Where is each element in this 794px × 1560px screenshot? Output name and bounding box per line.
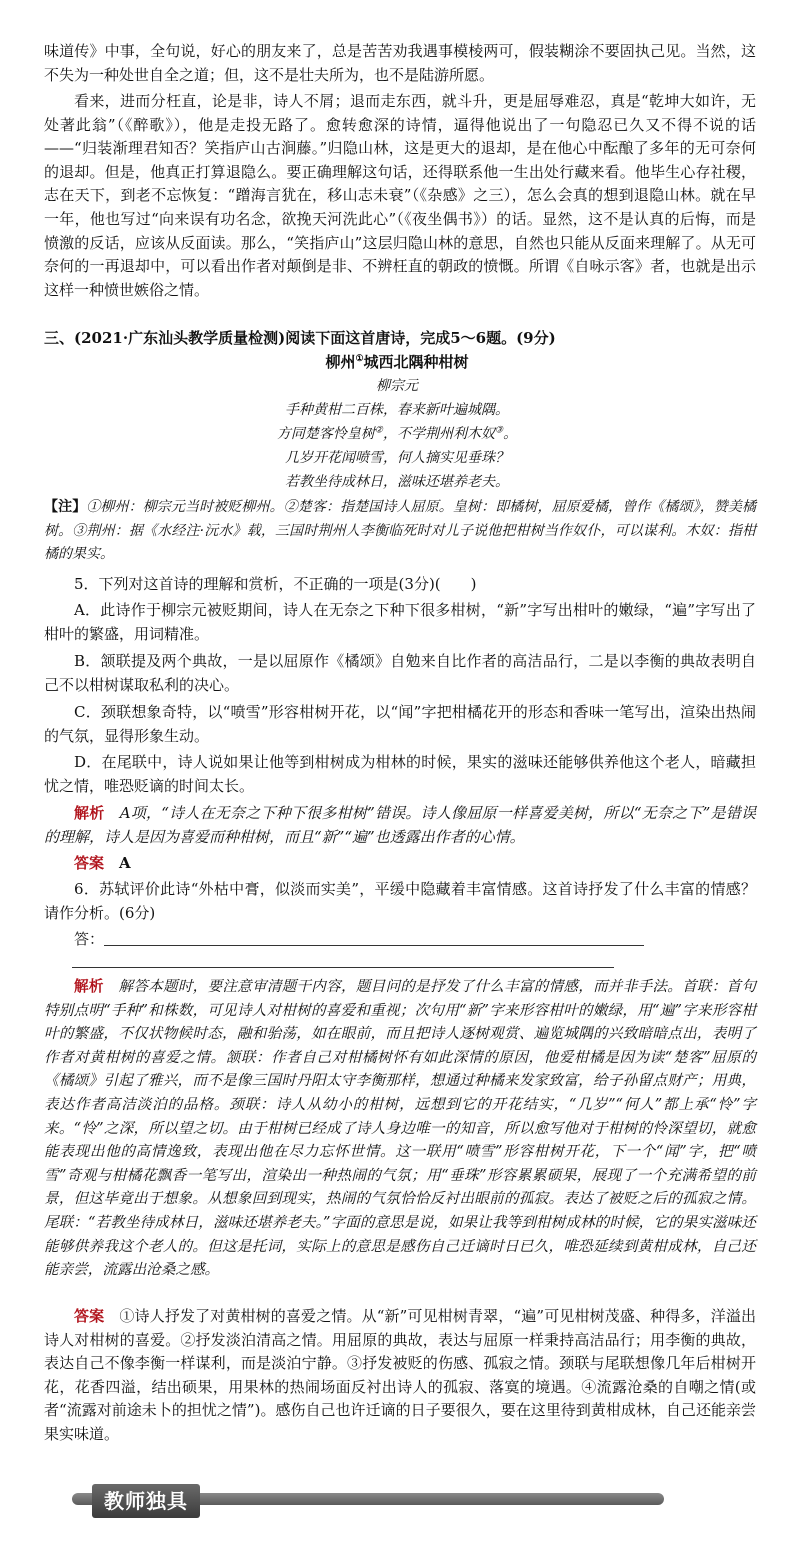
question-5-analysis-label: 解析 <box>74 804 105 822</box>
question-6-answer-prompt: 答： <box>74 930 105 948</box>
question-5-option-c: C．颈联想象奇特，以“喷雪”形容柑树开花，以“闻”字把柑橘花开的形态和香味一笔写出，渲染出热闹的气氛，显得形象生动。 <box>44 703 756 745</box>
poem-line-4: 若教坐待成林日，滋味还堪养老夫。 <box>285 474 509 490</box>
poem-line-2c: 。 <box>503 426 518 442</box>
question-5-answer-label: 答案 <box>74 854 105 872</box>
question-6-analysis-text: 解答本题时，要注意审清题干内容，题目问的是抒发了什么丰富的情感，而并非手法。首联：首句特别点明“手种”和株数，可见诗人对柑树的喜爱和重视；次句用“新”字来形容柑叶的嫩绿，用“遍”字来形容柑叶的繁盛，不仅状物候时态，融和骀荡，如在眼前，而且把诗人逐树观赏、遍览城隅的兴致暗暗点出，表明了作者对黄柑树的喜爱之情。颔联：作者自己对柑橘树怀有如此深情的原因，他爱柑橘是因为读“楚客”屈原的《橘颂》引起了雅兴，而不是像三国时丹阳太守李衡那样，想通过种橘来发家致富，给子孙留点财产；用典，表达作者高洁淡泊的品格。颈联：诗人从幼小的柑树，远想到它的开花结实，“几岁”“何人”都上承“怜”字来。“怜”之深，所以望之切。由于柑树已经成了诗人身边唯一的知音，所以愈写他对于柑树的怜深望切，就愈能表现出他的高情逸致，表现出他在尽力忘怀世情。这一联用“喷雪”形容柑树开花，下一个“闻”字，把“喷雪”奇观与柑橘花飘香一笔写出，渲染出一种热闹的气氛；用“垂珠”形容累累硕果，展现了一个充满希望的前景，但这毕竟出于想象。从想象回到现实，热闹的气氛恰恰反衬出眼前的孤寂。表达了被贬之后的孤寂之情。尾联：“若教坐待成林日，滋味还堪养老夫。”字面的意思是说，如果让我等到柑树成林的时候，它的果实滋味还能够供养我这个老人的。但这是托词，实际上的意思是感伤自己迁谪时日已久，唯恐延续到黄柑成林，自己还能亲尝，流露出沧桑之感。 <box>44 978 756 1279</box>
answer-line-1[interactable] <box>104 945 644 946</box>
question-5-option-a: A．此诗作于柳宗元被贬期间，诗人在无奈之下种下很多柑树，“新”字写出柑叶的嫩绿，“遍”字写出了柑叶的繁盛，用词精准。 <box>44 601 756 643</box>
question-5-stem: 5．下列对这首诗的理解和赏析，不正确的一项是(3分)( ) <box>74 575 477 593</box>
question-5-option-d: D．在尾联中，诗人说如果让他等到柑树成为柑林的时候，果实的滋味还能够供养他这个老人，暗藏担忧之情，唯恐贬谪的时间太长。 <box>44 753 756 795</box>
poem-title-b: 城西北隅种柑树 <box>363 353 469 371</box>
question-6-answer-text: ①诗人抒发了对黄柑树的喜爱之情。从“新”可见柑树青翠，“遍”可见柑树茂盛、种得多，洋溢出诗人对柑树的喜爱。②抒发淡泊清高之情。用屈原的典故，表达与屈原一样秉持高洁品行；用李衡的典故，表达自己不像李衡一样谋利，而是淡泊宁静。③抒发被贬的伤感、孤寂之情。颈联与尾联想像几年后柑树开花，花香四溢，结出硕果，用果林的热闹场面反衬出诗人的孤寂、落寞的境遇。④流露沧桑的自嘲之情(或者“流露对前途未卜的担忧之情”)。感伤自己也许迁谪的日子要很久，要在这里待到黄柑成林，自己还能亲尝果实味道。 <box>44 1307 756 1443</box>
answer-line-2[interactable] <box>72 967 614 968</box>
poem-line-2 <box>0 423 794 443</box>
poem-author: 柳宗元 <box>376 378 418 394</box>
poem-title <box>0 351 794 372</box>
question-5-option-b: B．颔联提及两个典故，一是以屈原作《橘颂》自勉来自比作者的高洁品行，二是以李衡的典故表明自己不以柑树谋取私利的决心。 <box>44 652 756 694</box>
continued-paragraph: 味道传》中事，全句说，好心的朋友来了，总是苦苦劝我遇事模棱两可，假装糊涂不要固执己见。当然，这不失为一种处世自全之道；但，这不是壮夫所为，也不是陆游所愿。 <box>44 42 756 84</box>
poem-note <box>44 496 756 567</box>
question-6-stem: 6．苏轼评价此诗“外枯中膏，似淡而实美”，平缓中隐藏着丰富情感。这首诗抒发了什么丰富的情感？请作分析。(6分) <box>44 880 756 922</box>
poem-line-2b: ，不学荆州利木奴 <box>383 426 495 442</box>
section-heading-source: (2021·广东汕头教学质量检测) <box>74 329 286 347</box>
question-5-analysis <box>44 802 756 849</box>
section-heading-text: 阅读下面这首唐诗，完成5～6题。(9分) <box>285 329 556 347</box>
poem-note-label: 【注】 <box>44 499 87 515</box>
poem-title-note: ① <box>355 354 364 364</box>
question-6-answer-label: 答案 <box>74 1307 105 1325</box>
poem-title-a: 柳州 <box>325 353 356 371</box>
question-5-answer-value: A <box>119 854 131 872</box>
question-6-answer <box>44 1305 756 1447</box>
section-heading <box>44 327 756 351</box>
teacher-exclusive-badge: 教师独具 <box>92 1484 200 1518</box>
question-5-answer <box>44 852 756 876</box>
poem-line-1: 手种黄柑二百株，春来新叶遍城隅。 <box>285 402 509 418</box>
analysis-paragraph: 看来，进而分枉直，论是非，诗人不屑；退而走东西，就斗升，更是屈辱难忍，真是“乾坤大如许，无处著此翁”（《醉歌》），他是走投无路了。愈转愈深的诗情，逼得他说出了一句隐忍已久又不得不说的话——“归装渐理君知否？笑指庐山古涧藤。”归隐山林，这是更大的退却，是在他心中酝酿了多年的无可奈何的退却。但是，他真正打算退隐么。要正确理解这句话，还得联系他一生出处行藏来看。他毕生心存社稷，志在天下，到老不忘恢复：“蹭海言犹在，移山志未衰”（《杂感》之三），怎么会真的想到退隐山林。就在早一年，他也写过“向来误有功名念，欲挽天河洗此心”（《夜坐偶书》）的话。显然，这不是认真的后悔，而是愤激的反话，应该从反面读。那么，“笑指庐山”这层归隐山林的意思，自然也只能从反面来理解了。从无可奈何的一再退却中，可以看出作者对颠倒是非、不辨枉直的朝政的愤慨。所谓《自咏示客》者，也就是出示这样一种愤世嫉俗之情。 <box>44 92 756 299</box>
section-heading-prefix: 三、 <box>44 329 75 347</box>
poem-line-2-note2: ③ <box>495 425 504 436</box>
poem-line-3: 几岁开花闻喷雪，何人摘实见垂珠？ <box>285 450 509 466</box>
poem-line-2-note: ② <box>374 425 383 436</box>
poem-note-text: ①柳州：柳宗元当时被贬柳州。②楚客：指楚国诗人屈原。皇树：即橘树，屈原爱橘，曾作《橘颂》，赞美橘树。③荆州：据《水经注·沅水》载，三国时荆州人李衡临死时对儿子说他把柑树当作奴仆，可以谋利。木奴：指柑橘的果实。 <box>44 499 757 563</box>
question-5-analysis-text: A项，“诗人在无奈之下种下很多柑树”错误。诗人像屈原一样喜爱美树，所以“无奈之下”是错误的理解，诗人是因为喜爱而种柑树，而且“新”“遍”也透露出作者的心情。 <box>44 804 756 846</box>
question-6-analysis-label: 解析 <box>74 978 104 995</box>
question-6-analysis <box>44 975 756 1282</box>
poem-line-2a: 方同楚客怜皇树 <box>276 426 375 442</box>
